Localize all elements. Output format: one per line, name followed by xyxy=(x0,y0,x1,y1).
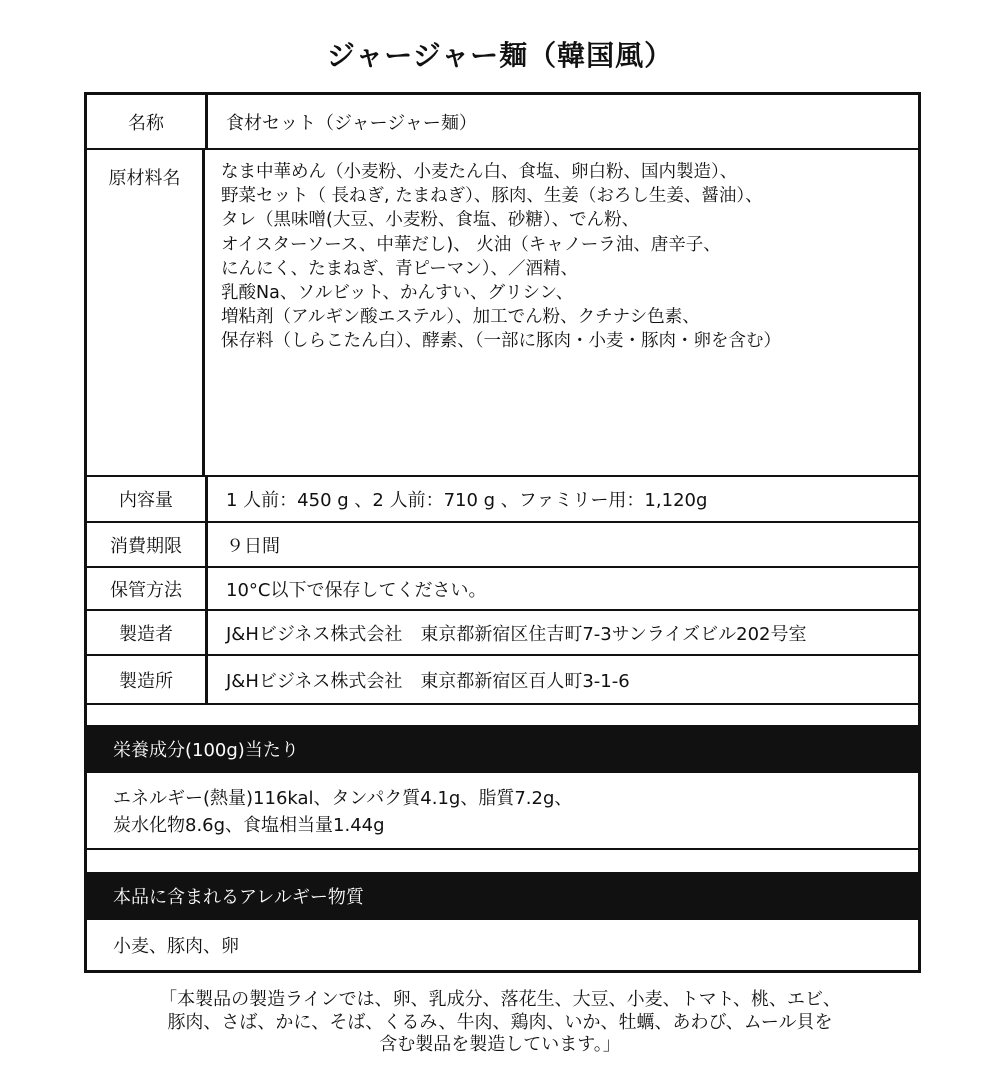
footnote xyxy=(0,989,1000,1057)
nutrition-heading: 栄養成分(100g)当たり xyxy=(87,725,918,773)
row-ingredients xyxy=(87,150,918,477)
ingredients-line: 野菜セット（ 長ねぎ, たまねぎ）、豚肉、生姜（おろし生姜、醤油）、 xyxy=(221,186,763,207)
row-value: J&Hビジネス株式会社 東京都新宿区住吉町7-3サンライズビル202号室 xyxy=(226,623,807,645)
row-label: 内容量 xyxy=(87,477,208,521)
row-factory xyxy=(87,656,918,705)
row-label: 消費期限 xyxy=(87,523,208,566)
ingredients-line: オイスターソース、中華だし)、 火油（キャノーラ油、唐辛子、 xyxy=(221,234,721,255)
nutrition-line: 炭水化物8.6g、食塩相当量1.44g xyxy=(113,815,385,836)
footnote-line: 豚肉、さば、かに、そば、くるみ、牛肉、鶏肉、いか、牡蠣、あわび、ムール貝を xyxy=(167,1011,833,1033)
row-value: 1 人前：450 g 、2 人前：710 g 、ファミリー用：1,120g xyxy=(226,490,708,511)
allergen-heading: 本品に含まれるアレルギー物質 xyxy=(87,872,918,920)
nutrition-line: エネルギー(熱量)116kal、タンパク質4.1g、脂質7.2g、 xyxy=(113,788,573,809)
ingredients-value xyxy=(205,150,781,475)
row-label: 製造者 xyxy=(87,611,208,654)
nutrition-facts xyxy=(87,773,918,850)
ingredients-line: 増粘剤（アルギン酸エステル）、加工でん粉、クチナシ色素、 xyxy=(221,307,700,328)
ingredients-line: タレ（黒味噌(大豆、小麦粉、食塩、砂糖）、でん粉、 xyxy=(221,210,640,231)
page-title: ジャージャー麺（韓国風） xyxy=(326,39,674,72)
row-expiry xyxy=(87,523,918,568)
row-value: 10°C以下で保存してください。 xyxy=(226,579,487,601)
label-table xyxy=(84,92,921,973)
ingredients-line: 保存料（しらこたん白）、酵素、（一部に豚肉・小麦・豚肉・卵を含む） xyxy=(221,331,781,352)
ingredients-line: にんにく、たまねぎ、青ピーマン）、／酒精、 xyxy=(221,258,578,279)
ingredients-line: 乳酸Na、ソルビット、かんすい、グリシン、 xyxy=(221,283,574,304)
row-label: 製造所 xyxy=(87,656,208,703)
row-value: J&Hビジネス株式会社 東京都新宿区百人町3-1-6 xyxy=(226,670,630,692)
row-value: ９日間 xyxy=(226,535,280,557)
row-label: 名称 xyxy=(87,95,208,148)
row-contents xyxy=(87,477,918,523)
row-label: 原材料名 xyxy=(87,150,205,475)
allergen-value: 小麦、豚肉、卵 xyxy=(113,936,239,957)
ingredients-list xyxy=(221,160,781,354)
row-manufacturer xyxy=(87,611,918,656)
row-name xyxy=(87,95,918,150)
row-storage xyxy=(87,568,918,611)
row-value: 食材セット（ジャージャー麺） xyxy=(226,112,477,134)
footnote-line: 含む製品を製造しています。」 xyxy=(379,1034,621,1055)
footnote-line: 「本製品の製造ラインでは、卵、乳成分、落花生、大豆、小麦、トマト、桃、エビ、 xyxy=(159,989,841,1010)
ingredients-line: なま中華めん（小麦粉、小麦たん白、食塩、卵白粉、国内製造）、 xyxy=(221,162,738,182)
row-label: 保管方法 xyxy=(87,568,208,609)
